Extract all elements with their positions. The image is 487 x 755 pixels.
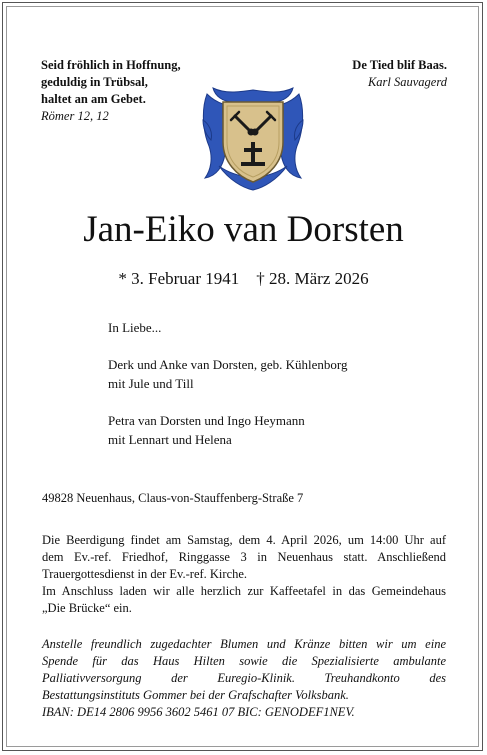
quote-text: De Tied blif Baas.	[352, 58, 447, 72]
mourner-line: mit Lennart und Helena	[108, 432, 232, 447]
mourner-line: Petra van Dorsten und Ingo Heymann	[108, 413, 305, 428]
request-line: Palliativversorgung der Euregio-Klinik. Treuhandkonto des	[42, 671, 446, 685]
verse-line: haltet an am Gebet.	[41, 92, 146, 106]
deceased-name: Jan-Eiko van Dorsten	[83, 209, 404, 250]
intro-text: In Liebe...	[108, 320, 162, 335]
request-line: Bestattungsinstituts Gommer bei der Grafschafter Volksbank.	[42, 688, 349, 702]
mourner-line: Derk und Anke van Dorsten, geb. Kühlenborg	[108, 357, 348, 372]
funeral-line: Die Beerdigung findet am Samstag, dem 4. April 2026, um 14:00 Uhr auf	[42, 533, 446, 547]
mourners-intro	[108, 318, 348, 337]
verse-line: geduldig in Trübsal,	[41, 75, 148, 89]
request-line: Spende für das Haus Hilten sowie die Spezialisierte ambulante	[42, 654, 446, 668]
family-address: 49828 Neuenhaus, Claus-von-Stauffenberg-Straße 7	[42, 491, 304, 505]
funeral-line: „Die Brücke“ ein.	[42, 601, 132, 615]
motto-quote	[352, 57, 447, 91]
funeral-line: Im Anschluss laden wir alle herzlich zur Kaffeetafel in das Gemeindehaus	[42, 584, 446, 598]
donation-request	[42, 636, 446, 721]
bank-details: IBAN: DE14 2806 9956 3602 5461 07 BIC: GENODEF1NEV.	[42, 705, 355, 719]
coat-of-arms-icon	[199, 80, 307, 192]
verse-line: Seid fröhlich in Hoffnung,	[41, 58, 181, 72]
request-line: Anstelle freundlich zugedachter Blumen und Kränze bitten wir um eine	[42, 637, 446, 651]
mourner-group	[108, 355, 348, 393]
funeral-line: dem Ev.-ref. Friedhof, Ringgasse 3 in Neuenhaus statt. Anschließend	[42, 550, 446, 564]
verse-reference: Römer 12, 12	[41, 109, 109, 123]
mourners-section	[108, 318, 348, 467]
quote-author: Karl Sauvagerd	[367, 75, 447, 89]
funeral-details	[42, 532, 446, 617]
funeral-line: Trauergottesdienst in der Ev.-ref. Kirche.	[42, 567, 248, 581]
bible-verse	[41, 57, 181, 125]
mourner-group	[108, 411, 348, 449]
life-dates: * 3. Februar 1941 † 28. März 2026	[118, 269, 369, 288]
mourner-line: mit Jule und Till	[108, 376, 194, 391]
